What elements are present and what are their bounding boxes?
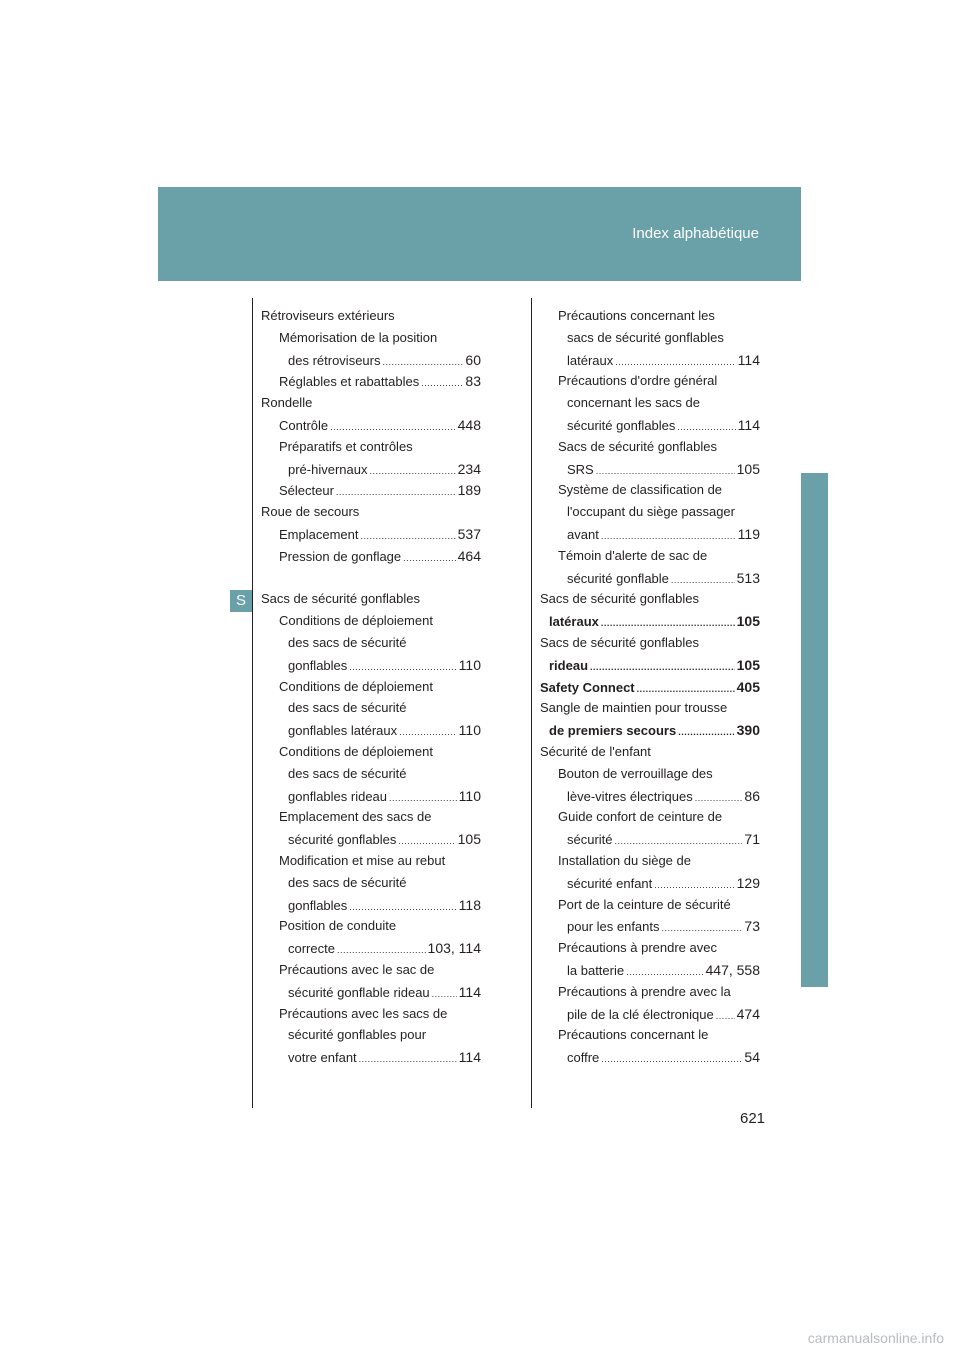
header-title: Index alphabétique (632, 225, 759, 242)
index-entry-text: gonflables latéraux (288, 723, 398, 739)
letter-tab: S (230, 590, 252, 612)
index-entry (540, 588, 760, 610)
index-page-ref: 118 (458, 896, 481, 913)
index-entry (558, 370, 760, 392)
index-entry (288, 632, 481, 654)
index-entry-text: Position de conduite (279, 918, 397, 934)
index-entry-text: Précautions avec les sacs de (279, 1005, 448, 1021)
index-entry (558, 545, 760, 567)
index-entry-text: Précautions concernant les (558, 308, 715, 323)
dot-leader (671, 569, 735, 591)
index-entry-text: gonflables rideau (288, 788, 388, 804)
dot-leader (359, 1048, 457, 1070)
index-entry-text: Guide confort de ceinture de (558, 809, 723, 825)
dot-leader (601, 1048, 742, 1070)
index-entry-text: pile de la clé électronique (567, 1006, 714, 1022)
index-entry-text: Sacs de sécurité gonflables (558, 438, 717, 454)
dot-leader (615, 351, 735, 373)
index-entry (567, 872, 760, 894)
index-entry-text: Emplacement (279, 527, 359, 542)
dot-leader (615, 830, 743, 852)
dot-leader (596, 460, 735, 482)
index-entry (558, 806, 760, 828)
index-entry (558, 937, 760, 959)
index-entry (288, 458, 481, 480)
dot-leader (601, 525, 736, 547)
index-entry (567, 785, 760, 807)
dot-leader (360, 525, 455, 547)
index-entry-text: Réglables et rabattables (279, 374, 420, 390)
index-entry-text: Témoin d'alerte de sac de (558, 547, 708, 563)
index-entry (567, 501, 760, 523)
index-page-ref: 114 (458, 1049, 481, 1066)
index-entry (558, 305, 760, 327)
index-entry-text: Sacs de sécurité gonflables (540, 635, 699, 650)
dot-leader (677, 416, 735, 438)
index-entry-text: coffre (567, 1050, 600, 1066)
index-entry-text: de premiers secours (549, 723, 677, 739)
index-entry (279, 610, 481, 632)
index-entry-text: Préparatifs et contrôles (279, 438, 413, 454)
index-entry (549, 654, 760, 676)
index-page-ref: 474 (736, 1005, 760, 1022)
index-entry-text: Précautions à prendre avec (558, 940, 717, 956)
index-page-ref: 105 (736, 656, 760, 673)
index-entry (288, 937, 481, 959)
index-entry-text: sécurité gonflables (288, 832, 397, 848)
dot-leader (403, 547, 455, 569)
index-entry-text: latéraux (549, 614, 599, 630)
index-page-ref: 105 (736, 613, 760, 630)
index-entry (279, 915, 481, 937)
index-entry-text: des rétroviseurs (288, 352, 381, 368)
index-entry-text: sécurité gonflables (567, 418, 676, 433)
index-entry-text: votre enfant (288, 1050, 357, 1066)
index-page-ref: 110 (458, 787, 481, 804)
index-entry (558, 894, 760, 916)
dot-leader (349, 656, 456, 678)
index-entry-text: Sacs de sécurité gonflables (540, 591, 699, 607)
dot-leader (654, 874, 734, 896)
index-page-ref: 129 (736, 874, 760, 891)
index-entry (540, 741, 760, 763)
index-entry-text: sécurité gonflable (567, 570, 669, 586)
index-entry (567, 959, 760, 981)
index-entry (567, 828, 760, 850)
index-entry (549, 719, 760, 741)
index-page-ref: 405 (736, 678, 760, 695)
index-page-ref: 114 (737, 417, 760, 433)
index-entry (279, 741, 481, 763)
index-entry (540, 697, 760, 719)
index-entry (558, 1024, 760, 1046)
index-entry-text: Système de classification de (558, 482, 723, 498)
index-entry-text: Sélecteur (279, 483, 334, 499)
index-entry-text: sécurité gonflable rideau (288, 984, 430, 1000)
index-entry-text: sécurité enfant (567, 875, 653, 891)
index-entry-text: SRS (567, 461, 594, 477)
index-entry-text: Sacs de sécurité gonflables (261, 591, 420, 607)
dot-leader (389, 787, 457, 809)
index-entry-text: sacs de sécurité gonflables (567, 329, 724, 345)
index-entry-text: l'occupant du siège passager (567, 504, 735, 520)
index-entry (279, 436, 481, 458)
index-entry (567, 327, 760, 349)
dot-leader (349, 896, 456, 918)
index-entry-text: des sacs de sécurité (288, 700, 407, 716)
index-page-ref: 447, 558 (705, 962, 760, 978)
index-entry-text: Port de la ceinture de sécurité (558, 896, 731, 912)
index-entry (279, 370, 481, 392)
index-entry (261, 567, 481, 589)
index-page-ref: 110 (458, 722, 481, 739)
index-entry-text: Pression de gonflage (279, 548, 402, 564)
index-entry-text: Bouton de verrouillage des (558, 765, 713, 781)
index-page-ref: 71 (744, 831, 760, 848)
index-entry (288, 828, 481, 850)
index-page-ref: 54 (744, 1049, 760, 1066)
index-page-ref: 448 (457, 417, 481, 433)
index-entry (288, 654, 481, 676)
index-entry (279, 806, 481, 828)
dot-leader (398, 830, 455, 852)
index-entry-text: Conditions de déploiement (279, 613, 433, 629)
index-entry-text: rideau (549, 657, 589, 673)
index-entry (558, 763, 760, 785)
index-entry-text: des sacs de sécurité (288, 765, 407, 781)
index-entry-text: pour les enfants (567, 919, 660, 935)
index-entry-text: gonflables (288, 897, 348, 913)
index-entry (567, 414, 760, 436)
index-page-ref: 103, 114 (427, 940, 481, 957)
index-entry (567, 458, 760, 480)
index-entry (288, 872, 481, 894)
index-entry (279, 414, 481, 436)
page-number: 621 (740, 1110, 766, 1127)
index-entry (279, 523, 481, 545)
index-page-ref: 390 (736, 722, 760, 739)
index-entry (288, 981, 481, 1003)
index-page-ref: 114 (737, 351, 760, 368)
index-entry-text: sécurité gonflables pour (288, 1027, 427, 1043)
index-entry (567, 915, 760, 937)
index-entry (261, 392, 481, 414)
index-entry-text: pré-hivernaux (288, 461, 368, 477)
index-entry-text: Installation du siège de (558, 853, 691, 868)
index-entry-text: Sangle de maintien pour trousse (540, 700, 728, 716)
index-entry-text: Emplacement des sacs de (279, 809, 432, 825)
dot-leader (626, 961, 703, 983)
index-entry (288, 349, 481, 371)
dot-leader (370, 460, 456, 482)
index-entry (558, 850, 760, 872)
index-entry (261, 305, 481, 327)
index-entry (567, 567, 760, 589)
dot-leader (716, 1005, 735, 1027)
dot-leader (399, 721, 457, 743)
index-entry (540, 632, 760, 654)
index-page-ref: 189 (457, 482, 481, 499)
index-entry-text: Roue de secours (261, 504, 360, 520)
index-page-ref: 83 (465, 373, 481, 390)
index-entry-text: Rétroviseurs extérieurs (261, 308, 395, 323)
index-entry-text: latéraux (567, 352, 614, 368)
dot-leader (695, 787, 743, 809)
index-entry-text: Rondelle (261, 395, 313, 411)
index-page-ref: 105 (457, 831, 481, 848)
index-entry (567, 1046, 760, 1068)
dot-leader (432, 983, 457, 1005)
index-entry (279, 959, 481, 981)
index-page-ref: 105 (736, 460, 760, 477)
index-entry (288, 1024, 481, 1046)
index-page-ref: 537 (457, 526, 481, 542)
index-entry-text: Précautions concernant le (558, 1027, 709, 1043)
index-entry-text: des sacs de sécurité (288, 635, 407, 650)
dot-leader (336, 481, 456, 503)
dot-leader (662, 917, 743, 939)
dot-leader (678, 721, 734, 743)
index-page-ref: 73 (744, 918, 760, 935)
index-entry (279, 327, 481, 349)
index-entry-text: Conditions de déploiement (279, 678, 433, 694)
index-entry (558, 436, 760, 458)
index-page-ref: 234 (457, 460, 481, 477)
index-entry (288, 719, 481, 741)
index-entry-text: Contrôle (279, 418, 329, 433)
index-entry-text: correcte (288, 941, 335, 957)
index-entry-text: des sacs de sécurité (288, 874, 407, 890)
index-entry (279, 545, 481, 567)
index-entry-text: Précautions avec le sac de (279, 962, 435, 977)
index-entry-text: gonflables (288, 657, 348, 673)
index-entry (279, 479, 481, 501)
index-entry (288, 1046, 481, 1068)
index-entry-text: avant (567, 527, 599, 542)
index-page-ref: 119 (737, 526, 760, 542)
middle-column-rule (531, 298, 532, 1108)
index-entry (288, 785, 481, 807)
index-entry (567, 349, 760, 371)
watermark-text: carmanualsonline.info (807, 1330, 944, 1346)
index-entry-text: Conditions de déploiement (279, 744, 433, 759)
dot-leader (637, 678, 735, 700)
index-page-ref: 464 (457, 547, 481, 564)
index-entry (261, 588, 481, 610)
index-entry (558, 479, 760, 501)
header-band (158, 187, 801, 281)
index-entry-text: Mémorisation de la position (279, 329, 438, 345)
index-entry (279, 850, 481, 872)
index-entry-text: concernant les sacs de (567, 395, 700, 411)
dot-leader (330, 416, 456, 438)
index-page-ref: 110 (458, 656, 481, 673)
index-entry (288, 763, 481, 785)
index-entry-text: Safety Connect (540, 679, 635, 695)
index-page-ref: 60 (465, 351, 481, 368)
index-entry-text: la batterie (567, 963, 625, 978)
index-entry (558, 981, 760, 1003)
index-page-ref: 513 (736, 569, 760, 586)
index-entry (567, 523, 760, 545)
index-entry (540, 676, 760, 698)
dot-leader (601, 612, 735, 634)
index-entry-text: Modification et mise au rebut (279, 853, 446, 868)
index-page-ref: 86 (744, 787, 760, 804)
index-entry (288, 894, 481, 916)
index-entry-text: Précautions d'ordre général (558, 373, 718, 389)
dot-leader (590, 656, 735, 678)
index-entry (549, 610, 760, 632)
index-entry-text: sécurité (567, 832, 613, 848)
left-column-rule (252, 298, 253, 1108)
index-entry (567, 1003, 760, 1025)
index-entry (279, 676, 481, 698)
index-entry-text: lève-vitres électriques (567, 788, 693, 804)
index-entry (288, 697, 481, 719)
index-entry (567, 392, 760, 414)
index-entry (279, 1003, 481, 1025)
dot-leader (337, 939, 426, 961)
index-entry-text: Sécurité de l'enfant (540, 744, 651, 759)
side-thumb-tab (801, 473, 828, 987)
dot-leader (421, 372, 463, 394)
index-entry-text: Précautions à prendre avec la (558, 983, 731, 999)
dot-leader (382, 351, 463, 373)
index-page-ref: 114 (458, 983, 481, 1000)
index-entry (261, 501, 481, 523)
